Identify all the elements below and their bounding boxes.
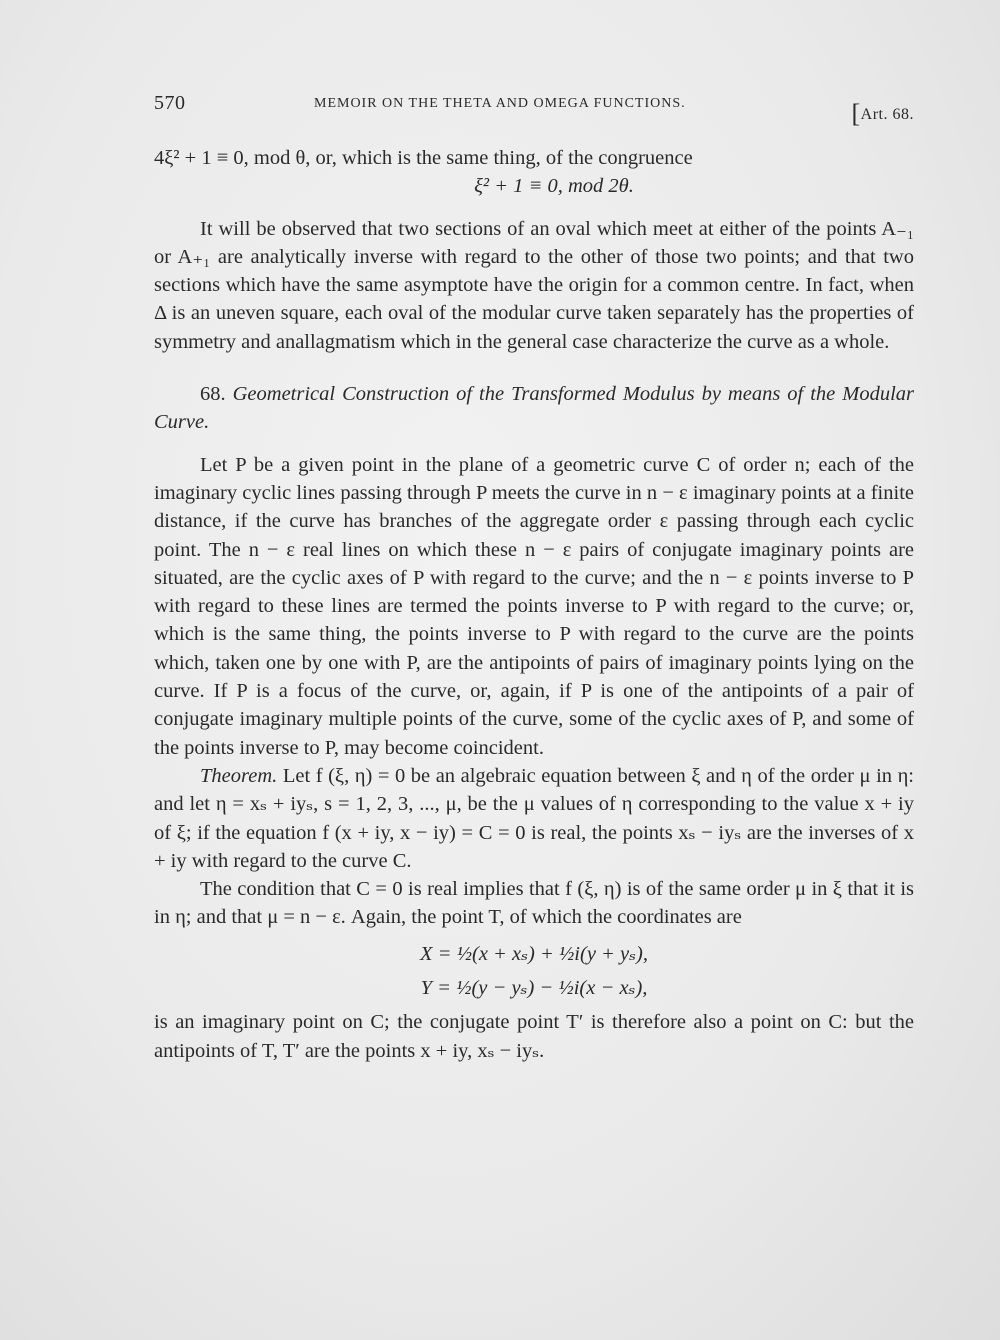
- section-title: Geometrical Construction of the Transformed Modulus by means of the Modular Curve.: [154, 383, 914, 434]
- spacer: [154, 356, 914, 380]
- equation-x-coordinate: X = ½(x + xₛ) + ½i(y + yₛ),: [420, 942, 648, 965]
- page-header: [154, 92, 914, 128]
- paragraph-cyclic-axes: Let P be a given point in the plane of a geometric curve C of order n; each of the imaginary cyclic lines passing through P meets the curve in n − ε imaginary points at a finite distance, if the curve has branches of the aggregate order ε passing through each cyclic point. The n − ε real lines on which these n − ε pairs of conjugate imaginary points are situated, are the cyclic axes of P with regard to the curve; and the n − ε points inverse to P with regard to these lines are termed the points inverse to P with regard to the curve; or, which is the same thing, the points inverse to P with regard to the curve are the points which, taken one by one with P, are the antipoints of pairs of imaginary points lying on the curve. If P is a focus of the curve, or, again, if P is one of the antipoints of a pair of conjugate imaginary multiple points of the curve, some of the cyclic axes of P, and some of the points inverse to P, may become coincident.: [154, 453, 914, 759]
- article-reference-text: Art. 68.: [860, 106, 914, 123]
- paragraph-condition: The condition that C = 0 is real implies that f (ξ, η) is of the same order μ in ξ that it is in η; and that μ = n − ε. Again, the point T, of which the coordinates are: [154, 878, 914, 929]
- paragraph-theorem: [154, 762, 914, 875]
- paragraph-conclusion: is an imaginary point on C; the conjugate point T′ is therefore also a point on C: but the antipoints of T, T′ are the points x + iy, xₛ − iyₛ.: [154, 1011, 914, 1062]
- page-body: [154, 144, 914, 1065]
- paragraph-oval-sections: It will be observed that two sections of an oval which meet at either of the points A₋₁ or A₊₁ are analytically inverse with regard to the other of those two points; and that two sections which have the same asymptote have the origin for a common centre. In fact, when Δ is an uneven square, each oval of the modular curve taken separately has the properties of symmetry and anallagmatism which in the general case characterize the curve as a whole.: [154, 217, 914, 353]
- spacer: [154, 201, 914, 215]
- article-bracket: [: [851, 99, 861, 128]
- theorem-label: Theorem.: [200, 764, 278, 787]
- section-number: 68.: [200, 383, 226, 406]
- running-title: MEMOIR ON THE THETA AND OMEGA FUNCTIONS.: [314, 96, 686, 111]
- equation-y-coordinate: Y = ½(y − yₛ) − ½i(x − xₛ),: [420, 977, 648, 1000]
- theorem-text: Let f (ξ, η) = 0 be an algebraic equation between ξ and η of the order μ in η: and let η = xₛ + iyₛ, s = 1, 2, 3, ..., μ, be the μ values of η corresponding to the value x + iy of ξ; if the equation f (x + iy, x − iy) = C = 0 is real, the points xₛ − iyₛ are the inverses of x + iy with regard to the curve C.: [154, 764, 915, 872]
- section-heading: [154, 380, 914, 437]
- paragraph-congruence-intro: 4ξ² + 1 ≡ 0, mod θ, or, which is the same thing, of the congruence: [154, 147, 693, 169]
- page-number: 570: [154, 92, 186, 114]
- equation-congruence: ξ² + 1 ≡ 0, mod 2θ.: [474, 175, 634, 198]
- article-reference: [852, 96, 915, 126]
- spacer: [154, 437, 914, 451]
